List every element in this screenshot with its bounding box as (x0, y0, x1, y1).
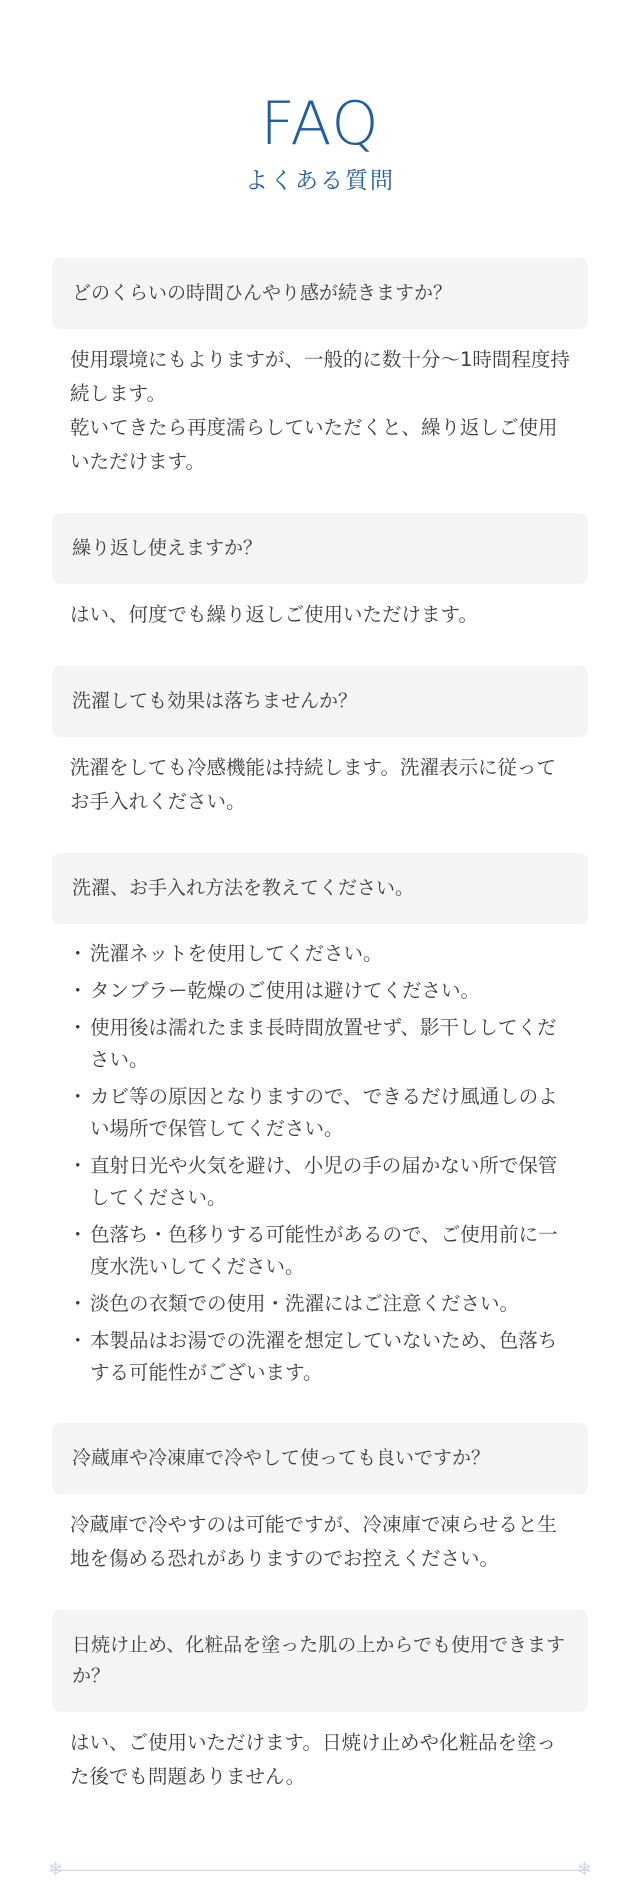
list-item: ・ 淡色の衣類での使用・洗濯にはご注意ください。 (70, 1288, 570, 1320)
faq-question (52, 1610, 588, 1712)
faq-item (52, 853, 588, 1389)
list-item: ・ 色落ち・色移りする可能性があるので、ご使用前に一度水洗いしてください。 (70, 1219, 570, 1283)
question-text: 日焼け止め、化粧品を塗った肌の上からでも使用できますか？ (72, 1634, 566, 1687)
answer-line: はい、ご使用いただけます。日焼け止めや化粧品を塗った後でも問題ありません。 (70, 1731, 556, 1788)
faq-question (52, 666, 588, 737)
snowflake-icon: ❄ (48, 1859, 64, 1880)
faq-answer (52, 329, 588, 479)
list-item: ・ カビ等の原因となりますので、できるだけ風通しのよい場所で保管してください。 (70, 1081, 570, 1145)
faq-question (52, 258, 588, 329)
list-item: ・ 本製品はお湯での洗濯を想定していないため、色落ちする可能性がございます。 (70, 1325, 570, 1389)
faq-answer (52, 584, 588, 632)
faq-question (52, 513, 588, 584)
faq-item (52, 513, 588, 632)
answer-line: 洗濯をしても冷感機能は持続します。洗濯表示に従ってお手入れください。 (70, 756, 556, 813)
snowflake-icon: ❄ (576, 1859, 592, 1880)
page-title: FAQ (260, 89, 380, 159)
faq-answer (52, 737, 588, 819)
faq-question (52, 1423, 588, 1494)
answer-line: 冷蔵庫で冷やすのは可能ですが、冷凍庫で凍らせると生地を傷める恐れがありますのでお控えください。 (70, 1513, 557, 1570)
question-text: 繰り返し使えますか？ (72, 537, 263, 559)
faq-item (52, 1610, 588, 1794)
list-item: ・ タンブラー乾燥のご使用は避けてください。 (70, 975, 570, 1007)
faq-item (52, 1423, 588, 1576)
faq-answer (52, 924, 588, 1389)
faq-answer (52, 1712, 588, 1794)
question-text: 冷蔵庫や冷凍庫で冷やして使っても良いですか？ (72, 1447, 491, 1469)
list-item: ・ 直射日光や火気を避け、小児の手の届かない所で保管してください。 (70, 1150, 570, 1214)
footer-divider (52, 1870, 588, 1871)
answer-line: はい、何度でも繰り返しご使用いただけます。 (70, 603, 478, 626)
faq-header (0, 0, 640, 196)
answer-line: 乾いてきたら再度濡らしていただくと、繰り返しご使用いただけます。 (70, 416, 558, 473)
faq-item (52, 258, 588, 479)
list-item: ・ 洗濯ネットを使用してください。 (70, 938, 570, 970)
faq-question (52, 853, 588, 924)
care-instructions-list (70, 938, 570, 1389)
list-item: ・ 使用後は濡れたまま長時間放置せず、影干ししてください。 (70, 1012, 570, 1076)
faq-list (0, 258, 640, 1794)
faq-answer (52, 1494, 588, 1576)
page-subtitle: よくある質問 (245, 168, 395, 194)
question-text: 洗濯しても効果は落ちませんか？ (72, 690, 358, 712)
question-text: 洗濯、お手入れ方法を教えてください。 (72, 877, 415, 899)
answer-line: 使用環境にもよりますが、一般的に数十分〜1時間程度持続します。 (70, 348, 570, 405)
question-text: どのくらいの時間ひんやり感が続きますか？ (72, 282, 453, 304)
faq-item (52, 666, 588, 819)
